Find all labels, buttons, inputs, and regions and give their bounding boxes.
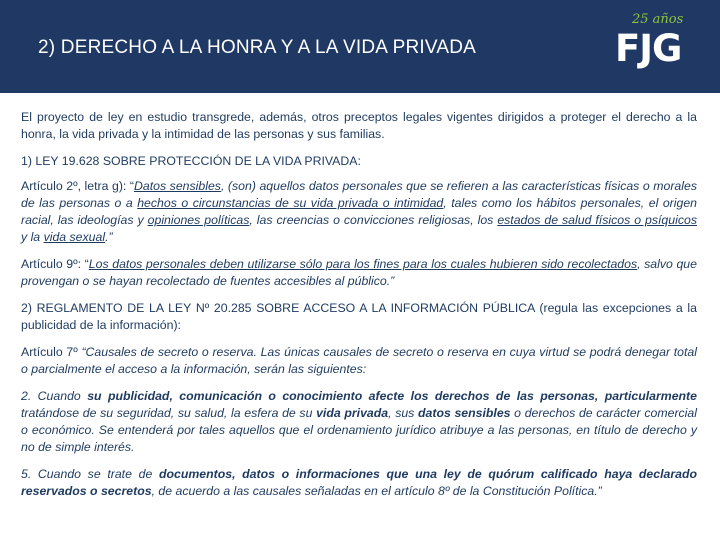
section2-heading-rest: (regula las excepciones a la publicidad de la información): xyxy=(21,301,697,332)
article2-term-private-facts: hechos o circunstancias de su vida privada o intimidad xyxy=(137,196,444,210)
logo-mark: FJG xyxy=(615,27,682,70)
article7-label: Artículo 7º xyxy=(21,345,82,359)
article9-text: , salvo que provengan o se hayan recolectado de fuentes accesibles al público.” xyxy=(21,257,697,288)
article9-paragraph xyxy=(21,256,697,290)
article2-term-political-opinions: opiniones políticas xyxy=(147,213,250,227)
intro-paragraph xyxy=(21,109,697,143)
article9-term-purpose: Los datos personales deben utilizarse sólo para los fines para los cuales hubieren sido recolectados xyxy=(88,257,638,271)
article2-text-2: , tales como los hábitos personales, el origen racial, las ideologías y xyxy=(21,196,697,227)
item2-term-private-life: vida privada xyxy=(316,406,389,420)
item2-term-rights: su publicidad, comunicación o conocimiento afecte los derechos de las personas, particularmente xyxy=(87,389,697,403)
section1-heading-text: 1) LEY 19.628 SOBRE PROTECCIÓN DE LA VIDA PRIVADA: xyxy=(21,154,361,168)
item5-text-2: , de acuerdo a las causales señaladas en el artículo 8º de la Constitución Política.” xyxy=(151,484,602,498)
article2-text-3: , las creencias o convicciones religiosas, los xyxy=(249,213,498,227)
article9-label: Artículo 9º: “ xyxy=(21,257,89,271)
item5-term-reserved: documentos, datos o informaciones que una ley de quórum calificado haya declarado reservados o secretos xyxy=(21,467,698,498)
intro-text: El proyecto de ley en estudio transgrede, además, otros preceptos legales vigentes dirigidos a proteger el derecho a la honra, la vida privada y la intimidad de las personas y sus familias. xyxy=(21,110,697,141)
section2-heading-text: 2) REGLAMENTO DE LA LEY Nº 20.285 SOBRE ACCESO A LA INFORMACIÓN PÚBLICA xyxy=(21,301,535,315)
slide-content xyxy=(21,109,697,510)
article2-term-sensitive-data: Datos sensibles xyxy=(134,179,221,193)
slide-title: 2) DERECHO A LA HONRA Y A LA VIDA PRIVADA xyxy=(38,37,477,58)
article2-term-sexual-life: vida sexual xyxy=(43,230,106,244)
article2-paragraph xyxy=(21,178,697,246)
item2-paragraph xyxy=(21,388,697,456)
article2-text-end: .” xyxy=(105,230,113,244)
item2-text-1: 2. Cuando xyxy=(21,389,88,403)
slide-header xyxy=(0,0,720,93)
fjg-logo xyxy=(610,6,690,88)
item2-text-3: , sus xyxy=(388,406,418,420)
article2-label: Artículo 2º, letra g): “ xyxy=(21,179,134,193)
article7-title: “Causales de secreto o reserva. xyxy=(81,345,257,359)
section1-heading xyxy=(21,153,697,170)
article2-term-health: estados de salud físicos o psíquicos xyxy=(497,213,697,227)
article7-paragraph xyxy=(21,344,697,378)
item2-text-2: tratándose de su seguridad, su salud, la esfera de su xyxy=(21,406,317,420)
article7-text: Las únicas causales de secreto o reserva en cuya virtud se podrá denegar total o parcialmente el acceso a la información, serán las siguientes: xyxy=(21,345,697,376)
section2-heading xyxy=(21,300,697,334)
item2-term-sensitive-data: datos sensibles xyxy=(418,406,511,420)
logo-anniversary-text: 25 años xyxy=(632,12,684,27)
item5-text-1: 5. Cuando se trate de xyxy=(21,467,159,481)
item5-paragraph xyxy=(21,466,697,500)
item2-text-4: o derechos de carácter comercial o económico. Se entenderá por tales aquellos que el ordenamiento jurídico atribuye a las personas, en título de derecho y no de simple interés. xyxy=(21,406,697,454)
article2-text-1: , (son) aquellos datos personales que se refieren a las características físicas o morales de las personas o a xyxy=(21,179,697,210)
article2-text-4: y la xyxy=(21,230,44,244)
